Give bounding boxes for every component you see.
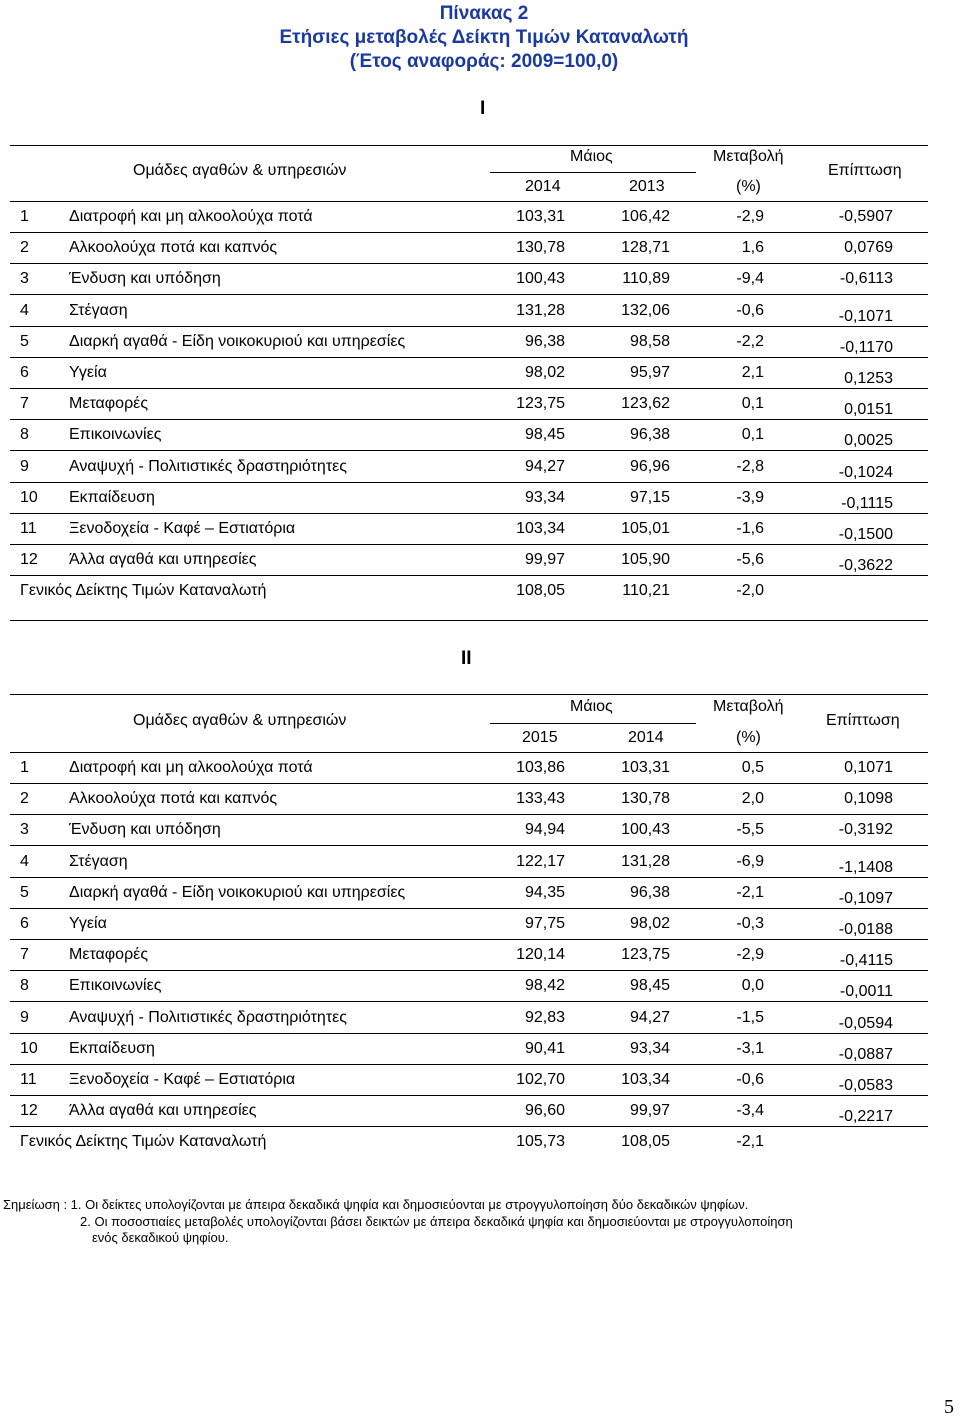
section-label-2: II xyxy=(461,648,472,669)
row-change: -2,9 xyxy=(736,946,764,964)
row-index-previous: 128,71 xyxy=(621,239,670,257)
row-index-previous: 123,75 xyxy=(621,946,670,964)
row-rule xyxy=(10,263,928,264)
table-1-header-month: Μάιος xyxy=(570,148,613,165)
row-name: Άλλα αγαθά και υπηρεσίες xyxy=(69,551,257,569)
total-index-current: 108,05 xyxy=(516,582,565,600)
row-impact: -0,4115 xyxy=(839,952,893,970)
row-index-previous: 97,15 xyxy=(629,488,670,506)
table-row xyxy=(0,884,960,908)
row-name: Στέγαση xyxy=(69,301,128,319)
row-rule xyxy=(10,877,928,878)
row-index-current: 100,43 xyxy=(516,270,565,288)
row-name: Αλκοολούχα ποτά και καπνός xyxy=(69,790,278,808)
row-impact: -0,1024 xyxy=(838,463,893,481)
row-index-previous: 99,97 xyxy=(629,1102,670,1120)
row-impact: -0,0594 xyxy=(838,1014,893,1032)
table-row xyxy=(0,853,960,877)
table-1-month-rule xyxy=(490,172,696,173)
table-2-header-change-unit: (%) xyxy=(736,729,761,746)
row-index-previous: 130,78 xyxy=(621,790,670,808)
row-rule xyxy=(10,575,928,576)
row-impact: -0,3622 xyxy=(838,557,893,575)
table-2-header-change: Μεταβολή xyxy=(713,698,784,715)
row-number: 7 xyxy=(20,395,29,413)
row-number: 4 xyxy=(20,852,29,870)
row-index-current: 92,83 xyxy=(524,1008,565,1026)
table-row xyxy=(0,790,960,814)
row-change: -3,1 xyxy=(736,1039,764,1057)
total-change: -2,0 xyxy=(736,582,764,600)
row-change: -0,6 xyxy=(736,1071,764,1088)
row-impact: -0,1500 xyxy=(838,526,893,543)
row-index-current: 131,28 xyxy=(516,301,565,319)
table-2-top-rule xyxy=(10,694,928,695)
table-title: Πίνακας 2 xyxy=(439,3,529,24)
row-index-previous: 98,02 xyxy=(629,915,670,932)
table-2-header-year1: 2015 xyxy=(522,729,558,746)
table-2-header-rule xyxy=(10,752,928,753)
table-row xyxy=(0,551,960,575)
row-change: -0,6 xyxy=(736,301,764,319)
row-name: Υγεία xyxy=(69,915,107,932)
row-impact: -0,1071 xyxy=(838,307,893,325)
table-2-header-impact: Επίπτωση xyxy=(826,712,900,729)
row-rule xyxy=(10,1001,928,1002)
row-index-current: 90,41 xyxy=(524,1039,565,1057)
row-impact: 0,1071 xyxy=(844,759,893,776)
row-impact: 0,0769 xyxy=(844,239,893,257)
total-index-current: 105,73 xyxy=(516,1133,565,1151)
row-impact: 0,0151 xyxy=(844,401,893,419)
row-impact: -0,5907 xyxy=(838,208,893,225)
row-number: 4 xyxy=(20,301,29,319)
row-name: Ξενοδοχεία - Καφέ – Εστιατόρια xyxy=(69,520,296,537)
table-row xyxy=(0,302,960,326)
row-index-current: 123,75 xyxy=(516,395,565,413)
row-change: 0,5 xyxy=(741,759,764,776)
row-index-current: 94,94 xyxy=(524,821,565,839)
row-name: Αλκοολούχα ποτά και καπνός xyxy=(69,239,278,257)
row-index-previous: 96,38 xyxy=(629,883,670,901)
row-number: 2 xyxy=(20,239,29,257)
row-index-current: 102,70 xyxy=(516,1071,565,1088)
row-name: Διατροφή και μη αλκοολούχα ποτά xyxy=(69,208,313,225)
row-number: 1 xyxy=(20,208,29,225)
row-impact: -0,1115 xyxy=(841,494,893,512)
row-number: 1 xyxy=(20,759,29,776)
row-number: 10 xyxy=(20,488,38,506)
row-index-previous: 110,89 xyxy=(622,270,670,288)
row-rule xyxy=(10,1126,928,1127)
total-index-previous: 110,21 xyxy=(622,582,670,600)
table-row xyxy=(0,458,960,482)
row-change: 0,0 xyxy=(741,977,764,995)
table-row xyxy=(0,239,960,263)
row-rule xyxy=(10,232,928,233)
row-number: 10 xyxy=(20,1039,38,1057)
table-2-month-rule xyxy=(490,723,696,724)
row-rule xyxy=(10,1064,928,1065)
row-impact: -0,2217 xyxy=(838,1108,893,1126)
row-name: Διατροφή και μη αλκοολούχα ποτά xyxy=(69,759,313,776)
row-change: -3,9 xyxy=(736,488,764,506)
table-row xyxy=(0,520,960,544)
row-index-current: 122,17 xyxy=(516,852,565,870)
row-index-current: 96,38 xyxy=(524,332,565,350)
row-name: Αναψυχή - Πολιτιστικές δραστηριότητες xyxy=(69,457,347,475)
row-index-previous: 105,90 xyxy=(621,551,670,569)
row-index-current: 120,14 xyxy=(516,946,565,964)
row-number: 2 xyxy=(20,790,29,808)
row-index-previous: 93,34 xyxy=(629,1039,670,1057)
table-1-header-impact: Επίπτωση xyxy=(828,162,902,179)
row-impact: -0,6113 xyxy=(839,270,893,288)
row-rule xyxy=(10,908,928,909)
row-index-previous: 105,01 xyxy=(621,520,670,537)
row-number: 5 xyxy=(20,332,29,350)
table-1-header-change-unit: (%) xyxy=(736,178,761,195)
row-index-current: 103,86 xyxy=(516,759,565,776)
row-number: 12 xyxy=(20,1102,38,1120)
row-name: Στέγαση xyxy=(69,852,128,870)
row-impact: -0,0583 xyxy=(838,1077,893,1094)
table-1-header-groups: Ομάδες αγαθών & υπηρεσιών xyxy=(133,162,347,179)
total-index-previous: 108,05 xyxy=(621,1133,670,1151)
table-row xyxy=(0,1071,960,1095)
row-rule xyxy=(10,970,928,971)
row-name: Διαρκή αγαθά - Είδη νοικοκυριού και υπηρεσίες xyxy=(69,883,406,901)
row-rule xyxy=(10,1033,928,1034)
row-rule xyxy=(10,419,928,420)
table-row xyxy=(0,759,960,783)
table-1-header-change: Μεταβολή xyxy=(713,148,784,165)
row-number: 12 xyxy=(20,551,38,569)
row-change: 2,0 xyxy=(741,790,764,808)
row-index-previous: 96,96 xyxy=(629,457,670,475)
row-rule xyxy=(10,294,928,295)
table-row xyxy=(0,915,960,939)
row-name: Ένδυση και υπόδηση xyxy=(69,821,221,839)
row-number: 3 xyxy=(20,821,29,839)
table-row xyxy=(0,821,960,845)
row-number: 9 xyxy=(20,457,29,475)
row-number: 6 xyxy=(20,915,29,932)
row-name: Υγεία xyxy=(69,364,107,381)
row-impact: -0,3192 xyxy=(838,821,893,839)
row-number: 11 xyxy=(20,1071,37,1088)
row-change: -9,4 xyxy=(736,270,764,288)
row-number: 9 xyxy=(20,1008,29,1026)
row-rule xyxy=(10,845,928,846)
row-index-current: 94,27 xyxy=(524,457,565,475)
table-2-header-year2: 2014 xyxy=(628,729,664,746)
row-index-previous: 106,42 xyxy=(621,208,670,225)
table-1-header-rule xyxy=(10,201,928,202)
row-index-previous: 103,34 xyxy=(621,1071,670,1088)
row-change: -3,4 xyxy=(736,1102,764,1120)
table-row xyxy=(0,333,960,357)
row-rule xyxy=(10,388,928,389)
total-change: -2,1 xyxy=(736,1133,764,1151)
row-impact: -0,1170 xyxy=(839,338,893,356)
row-number: 11 xyxy=(20,520,37,537)
table-1-header-year2: 2013 xyxy=(629,178,665,195)
total-name: Γενικός Δείκτης Τιμών Καταναλωτή xyxy=(20,582,267,600)
row-index-previous: 98,58 xyxy=(629,332,670,350)
table-1-header-year1: 2014 xyxy=(525,178,561,195)
row-index-previous: 123,62 xyxy=(621,395,670,413)
row-change: -6,9 xyxy=(736,852,764,870)
table-row xyxy=(0,1102,960,1126)
row-index-current: 98,42 xyxy=(524,977,565,995)
row-index-current: 94,35 xyxy=(524,883,565,901)
page-number: 5 xyxy=(944,1396,954,1418)
row-impact: 0,1253 xyxy=(844,370,893,387)
row-number: 8 xyxy=(20,977,29,995)
table-row xyxy=(0,364,960,388)
note-2-line-2: ενός δεκαδικού ψηφίου. xyxy=(92,1230,229,1245)
row-index-current: 103,34 xyxy=(516,520,565,537)
row-rule xyxy=(10,357,928,358)
table-row xyxy=(0,208,960,232)
row-rule xyxy=(10,814,928,815)
row-change: -1,5 xyxy=(736,1008,764,1026)
row-name: Εκπαίδευση xyxy=(69,488,155,506)
row-name: Εκπαίδευση xyxy=(69,1039,155,1057)
table-row xyxy=(0,395,960,419)
table-reference-year: (Έτος αναφοράς: 2009=100,0) xyxy=(349,51,619,72)
table-subtitle: Ετήσιες μεταβολές Δείκτη Τιμών Καταναλωτή xyxy=(279,27,689,48)
table-row xyxy=(0,1009,960,1033)
row-index-current: 97,75 xyxy=(524,915,565,932)
row-impact: -0,0887 xyxy=(838,1045,893,1063)
row-change: -2,2 xyxy=(736,332,764,350)
row-rule xyxy=(10,513,928,514)
row-index-previous: 95,97 xyxy=(629,364,670,381)
row-index-current: 130,78 xyxy=(516,239,565,257)
row-name: Διαρκή αγαθά - Είδη νοικοκυριού και υπηρεσίες xyxy=(69,332,406,350)
table-row xyxy=(0,270,960,294)
row-impact: -0,0011 xyxy=(839,983,893,1001)
row-index-current: 99,97 xyxy=(524,551,565,569)
row-rule xyxy=(10,450,928,451)
row-change: 0,1 xyxy=(741,395,764,413)
row-index-current: 98,45 xyxy=(524,426,565,444)
row-change: 1,6 xyxy=(741,239,764,257)
row-change: -2,8 xyxy=(736,457,764,475)
row-rule xyxy=(10,783,928,784)
table-row xyxy=(0,946,960,970)
row-impact: -0,1097 xyxy=(838,889,893,907)
row-name: Μεταφορές xyxy=(69,946,149,964)
row-impact: 0,0025 xyxy=(844,432,893,450)
row-rule xyxy=(10,1095,928,1096)
row-impact: -1,1408 xyxy=(838,858,893,876)
row-index-previous: 100,43 xyxy=(621,821,670,839)
row-rule xyxy=(10,326,928,327)
row-change: -2,1 xyxy=(736,883,764,901)
table-row xyxy=(0,1040,960,1064)
table-2-header-groups: Ομάδες αγαθών & υπηρεσιών xyxy=(133,712,347,729)
row-index-previous: 132,06 xyxy=(621,301,670,319)
row-number: 8 xyxy=(20,426,29,444)
row-change: -5,6 xyxy=(736,551,764,569)
row-index-current: 98,02 xyxy=(524,364,565,381)
row-name: Άλλα αγαθά και υπηρεσίες xyxy=(69,1102,257,1120)
table-row xyxy=(0,426,960,450)
row-index-previous: 98,45 xyxy=(629,977,670,995)
row-rule xyxy=(10,939,928,940)
table-row xyxy=(0,489,960,513)
table-2-header-month: Μάιος xyxy=(570,698,613,715)
row-index-previous: 131,28 xyxy=(621,852,670,870)
table-row xyxy=(0,977,960,1001)
row-rule xyxy=(10,544,928,545)
row-impact: -0,0188 xyxy=(838,921,893,938)
total-name: Γενικός Δείκτης Τιμών Καταναλωτή xyxy=(20,1133,267,1151)
row-index-previous: 94,27 xyxy=(629,1008,670,1026)
row-index-previous: 96,38 xyxy=(629,426,670,444)
table-1-bottom-rule xyxy=(10,620,928,621)
section-label-1: I xyxy=(480,98,486,119)
row-name: Μεταφορές xyxy=(69,395,149,413)
total-row xyxy=(0,582,960,606)
note-2-line-1: 2. Οι ποσοστιαίες μεταβολές υπολογίζονται βάσει δεικτών με άπειρα δεκαδικά ψηφία και δημοσιεύονται με στρογγυλοποίηση xyxy=(80,1214,793,1229)
row-name: Ένδυση και υπόδηση xyxy=(69,270,221,288)
row-change: -1,6 xyxy=(736,520,764,537)
row-number: 6 xyxy=(20,364,29,381)
row-change: 0,1 xyxy=(741,426,764,444)
row-index-current: 96,60 xyxy=(524,1102,565,1120)
row-number: 5 xyxy=(20,883,29,901)
row-change: -5,5 xyxy=(736,821,764,839)
row-index-previous: 103,31 xyxy=(621,759,670,776)
total-row xyxy=(0,1133,960,1157)
row-name: Αναψυχή - Πολιτιστικές δραστηριότητες xyxy=(69,1008,347,1026)
row-change: -2,9 xyxy=(736,208,764,225)
row-change: -0,3 xyxy=(736,915,764,932)
row-number: 3 xyxy=(20,270,29,288)
note-1: Σημείωση : 1. Οι δείκτες υπολογίζονται με άπειρα δεκαδικά ψηφία και δημοσιεύονται με στρογγυλοποίηση δύο δεκαδικών ψηφίων. xyxy=(3,1197,749,1212)
row-name: Επικοινωνίες xyxy=(69,977,162,995)
row-impact: 0,1098 xyxy=(844,790,893,808)
row-name: Ξενοδοχεία - Καφέ – Εστιατόρια xyxy=(69,1071,296,1088)
row-name: Επικοινωνίες xyxy=(69,426,162,444)
row-index-current: 133,43 xyxy=(516,790,565,808)
row-index-current: 93,34 xyxy=(524,488,565,506)
table-1-top-rule xyxy=(10,145,928,146)
row-rule xyxy=(10,482,928,483)
row-number: 7 xyxy=(20,946,29,964)
row-index-current: 103,31 xyxy=(516,208,565,225)
row-change: 2,1 xyxy=(741,364,764,381)
